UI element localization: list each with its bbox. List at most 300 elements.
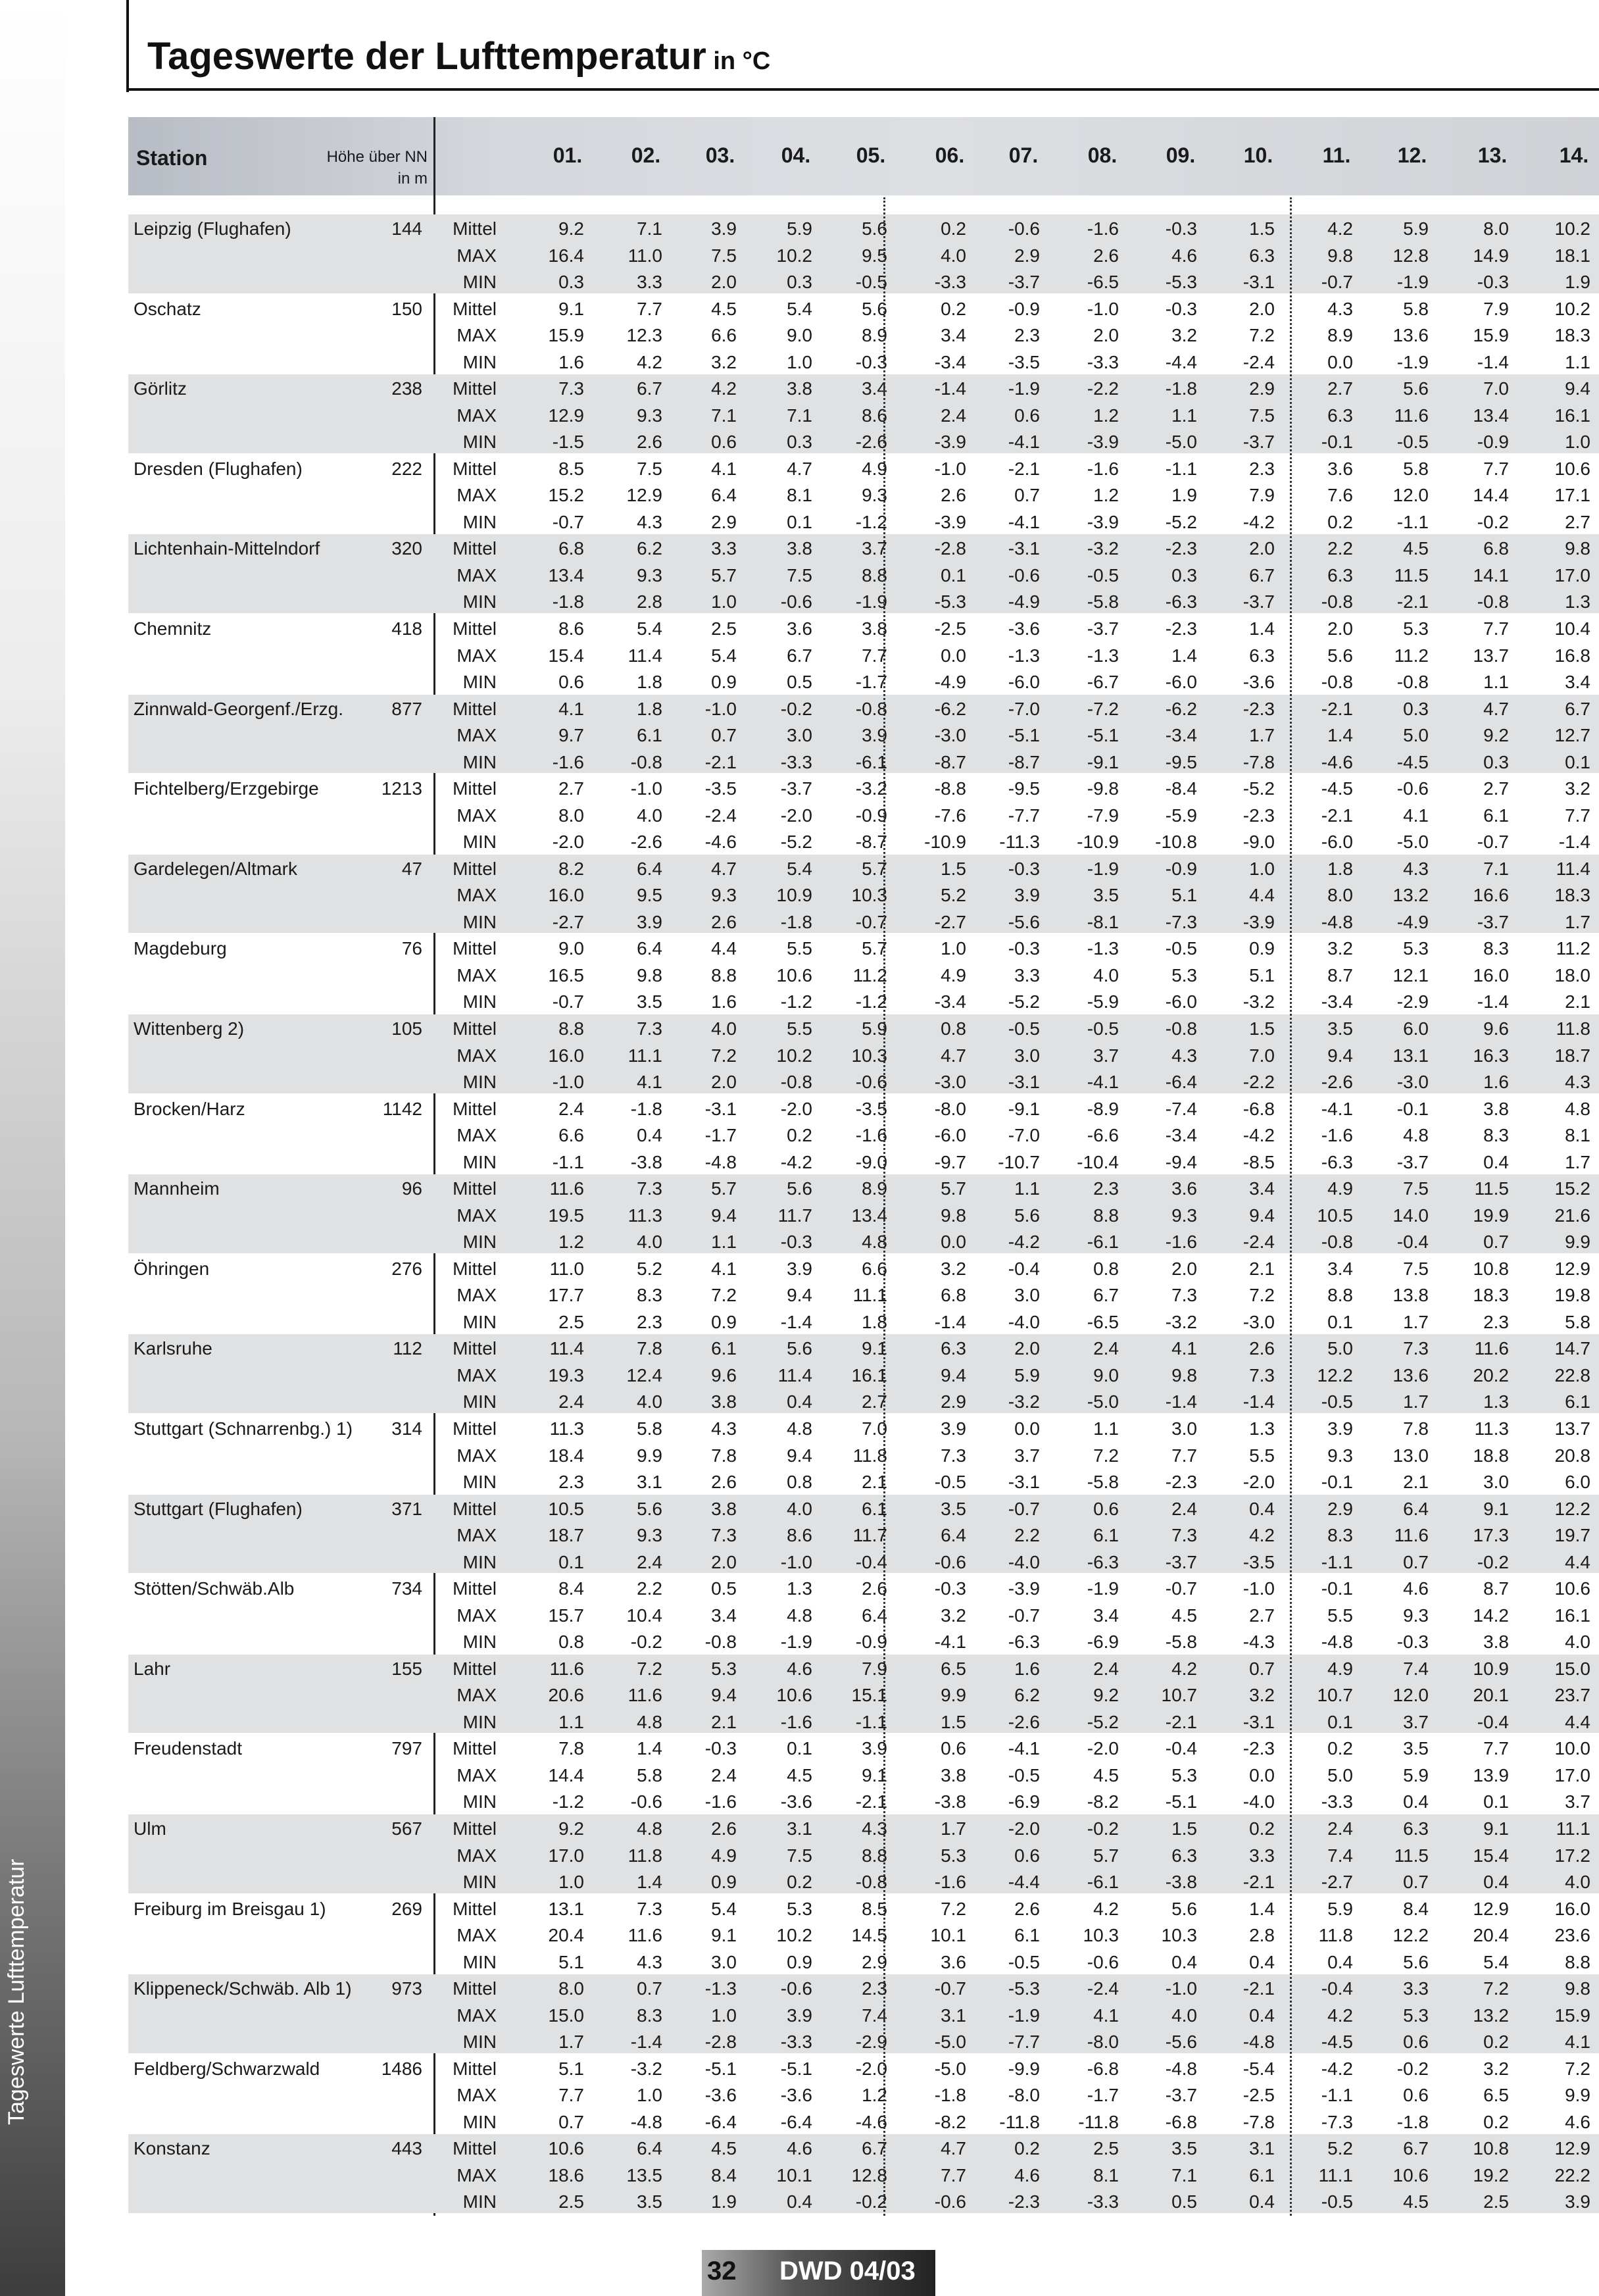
- temperature-value: 9.3: [1327, 1445, 1353, 1466]
- temperature-value: 1.2: [558, 1232, 584, 1253]
- temperature-value: 2.9: [1249, 378, 1275, 399]
- temperature-value: 4.9: [1327, 1658, 1353, 1679]
- temperature-value: 5.4: [711, 1898, 737, 1919]
- temperature-value: -6.3: [1165, 591, 1197, 612]
- temperature-value: -0.1: [1321, 432, 1353, 453]
- temperature-value: 1.9: [1171, 485, 1197, 506]
- temperature-value: 2.3: [637, 1311, 662, 1332]
- station-altitude: 76: [401, 938, 422, 959]
- temperature-value: 2.9: [862, 1951, 887, 1972]
- temperature-value: 3.5: [637, 991, 662, 1012]
- temperature-value: 3.7: [862, 538, 887, 559]
- station-altitude: 276: [391, 1258, 422, 1279]
- temperature-value: 1.4: [1249, 1898, 1275, 1919]
- temperature-value: 5.3: [787, 1898, 812, 1919]
- temperature-value: 5.7: [941, 1178, 966, 1199]
- temperature-value: -4.2: [1242, 511, 1275, 532]
- temperature-value: -0.3: [1165, 218, 1197, 239]
- temperature-value: -7.3: [1165, 911, 1197, 932]
- temperature-value: 7.3: [1171, 1525, 1197, 1546]
- temperature-value: -0.2: [630, 1632, 662, 1653]
- temperature-value: 10.6: [1392, 2164, 1429, 2185]
- temperature-value: 14.5: [851, 1925, 887, 1946]
- temperature-value: 14.4: [1473, 485, 1509, 506]
- temperature-value: 0.2: [787, 1125, 812, 1146]
- temperature-value: 3.2: [1327, 938, 1353, 959]
- temperature-value: 3.8: [711, 1391, 737, 1412]
- temperature-value: 9.4: [787, 1445, 812, 1466]
- station-name: Stuttgart (Schnarrenbg.) 1): [134, 1418, 353, 1439]
- temperature-value: 4.8: [862, 1232, 887, 1253]
- station-name: Zinnwald-Georgenf./Erzg.: [134, 698, 344, 719]
- station-name: Fichtelberg/Erzgebirge: [134, 778, 319, 799]
- temperature-value: -1.6: [704, 1791, 737, 1812]
- temperature-value: 0.1: [1327, 1311, 1353, 1332]
- temperature-value: 4.4: [1565, 1551, 1590, 1572]
- temperature-value: -1.4: [780, 1311, 812, 1332]
- temperature-value: 16.1: [1554, 405, 1590, 426]
- temperature-value: -0.8: [1321, 1232, 1353, 1253]
- temperature-value: 7.7: [558, 2085, 584, 2106]
- row-label: MIN: [462, 1791, 497, 1812]
- temperature-value: 3.7: [1565, 1791, 1590, 1812]
- temperature-value: 9.1: [711, 1925, 737, 1946]
- temperature-value: 2.3: [1093, 1178, 1119, 1199]
- temperature-value: -6.9: [1008, 1791, 1040, 1812]
- header-day: 06.: [935, 143, 965, 167]
- temperature-value: 7.9: [862, 1658, 887, 1679]
- station-name: Mannheim: [134, 1178, 220, 1199]
- temperature-value: -1.0: [1087, 298, 1119, 319]
- temperature-value: -2.8: [934, 538, 966, 559]
- temperature-value: 5.3: [1171, 964, 1197, 986]
- row-label: Mittel: [453, 2138, 497, 2159]
- temperature-value: 1.6: [1014, 1658, 1040, 1679]
- temperature-value: 5.7: [711, 564, 737, 586]
- row-label: MIN: [462, 672, 497, 692]
- temperature-value: 11.3: [1474, 1418, 1509, 1439]
- row-label: MAX: [456, 964, 497, 986]
- temperature-value: 7.0: [1249, 1045, 1275, 1066]
- row-label: MAX: [456, 1285, 497, 1306]
- temperature-value: 1.2: [1093, 485, 1119, 506]
- temperature-value: 13.1: [548, 1898, 584, 1919]
- temperature-value: 5.1: [558, 1951, 584, 1972]
- temperature-value: -3.7: [1477, 911, 1509, 932]
- temperature-value: -0.8: [1321, 591, 1353, 612]
- temperature-value: -0.2: [1396, 2058, 1429, 2079]
- temperature-value: 16.0: [1554, 1898, 1590, 1919]
- temperature-value: 1.4: [637, 1872, 662, 1892]
- temperature-value: 3.9: [787, 1258, 812, 1279]
- temperature-value: -1.4: [1242, 1391, 1275, 1412]
- temperature-value: 12.0: [1392, 485, 1429, 506]
- temperature-value: 5.6: [787, 1178, 812, 1199]
- temperature-value: 6.1: [1565, 1391, 1590, 1412]
- temperature-value: -2.1: [855, 1791, 887, 1812]
- temperature-value: -0.1: [1321, 1578, 1353, 1599]
- temperature-value: 4.2: [1093, 1898, 1119, 1919]
- temperature-value: -0.5: [1321, 2191, 1353, 2212]
- row-label: MIN: [462, 1311, 497, 1332]
- temperature-value: 0.7: [1483, 1232, 1509, 1253]
- temperature-value: 0.9: [711, 672, 737, 692]
- temperature-value: 0.4: [1171, 1951, 1197, 1972]
- temperature-value: 7.3: [637, 1178, 662, 1199]
- temperature-value: -2.3: [1008, 2191, 1040, 2212]
- temperature-value: 0.6: [1093, 1498, 1119, 1519]
- temperature-value: 3.9: [1327, 1418, 1353, 1439]
- temperature-value: 1.0: [787, 351, 812, 372]
- temperature-value: 4.8: [1403, 1125, 1429, 1146]
- temperature-value: -7.8: [1242, 751, 1275, 772]
- temperature-value: 5.3: [941, 1845, 966, 1866]
- temperature-value: -0.7: [552, 991, 584, 1012]
- temperature-value: 0.6: [1014, 1845, 1040, 1866]
- temperature-value: -0.9: [855, 1632, 887, 1653]
- temperature-value: 9.3: [637, 405, 662, 426]
- station-name: Chemnitz: [134, 618, 212, 639]
- temperature-value: 4.6: [787, 1658, 812, 1679]
- temperature-value: -5.0: [934, 2032, 966, 2053]
- temperature-value: 9.1: [1483, 1818, 1509, 1839]
- temperature-value: 11.6: [549, 1658, 584, 1679]
- temperature-value: 1.1: [1483, 672, 1509, 692]
- temperature-value: 4.7: [711, 858, 737, 879]
- temperature-value: 5.8: [1403, 298, 1429, 319]
- temperature-value: -1.0: [934, 458, 966, 479]
- temperature-value: 1.1: [1014, 1178, 1040, 1199]
- temperature-value: 0.1: [558, 1551, 584, 1572]
- temperature-value: -0.6: [1396, 778, 1429, 799]
- temperature-value: -3.4: [1165, 1125, 1197, 1146]
- temperature-value: 6.4: [941, 1525, 966, 1546]
- title-rule: [126, 88, 1599, 91]
- temperature-value: 18.3: [1554, 885, 1590, 906]
- station-altitude: 105: [391, 1018, 422, 1039]
- temperature-value: -3.3: [780, 751, 812, 772]
- row-label: MIN: [462, 1232, 497, 1253]
- temperature-value: 3.4: [1249, 1178, 1275, 1199]
- temperature-value: -0.7: [552, 511, 584, 532]
- temperature-value: -0.5: [1321, 1391, 1353, 1412]
- temperature-value: -0.5: [1008, 1764, 1040, 1785]
- publication-label: DWD 04/03: [779, 2257, 916, 2285]
- temperature-value: -7.2: [1087, 698, 1119, 719]
- header-day: 12.: [1397, 143, 1427, 167]
- temperature-value: 0.6: [711, 432, 737, 453]
- temperature-value: 1.1: [711, 1232, 737, 1253]
- temperature-value: 0.0: [1327, 351, 1353, 372]
- temperature-value: 11.8: [627, 1845, 662, 1866]
- temperature-value: 8.0: [1327, 885, 1353, 906]
- temperature-value: -3.2: [1087, 538, 1119, 559]
- temperature-value: -4.5: [1321, 2032, 1353, 2053]
- temperature-value: -3.2: [855, 778, 887, 799]
- temperature-value: -1.3: [1087, 645, 1119, 666]
- temperature-value: 9.7: [558, 725, 584, 746]
- temperature-value: 10.6: [776, 964, 812, 986]
- header-altitude: [289, 146, 428, 189]
- temperature-value: 0.8: [1093, 1258, 1119, 1279]
- temperature-value: 10.8: [1473, 2138, 1509, 2159]
- temperature-value: 1.1: [558, 1711, 584, 1732]
- row-label: MAX: [456, 1605, 497, 1626]
- temperature-value: 10.3: [851, 1045, 887, 1066]
- temperature-value: 4.5: [787, 1764, 812, 1785]
- station-name: Konstanz: [134, 2138, 210, 2159]
- temperature-value: 5.6: [862, 218, 887, 239]
- temperature-value: 1.0: [711, 2005, 737, 2026]
- temperature-value: -5.0: [934, 2058, 966, 2079]
- temperature-value: 0.2: [787, 1872, 812, 1892]
- temperature-value: 12.0: [1392, 1685, 1429, 1706]
- temperature-value: 2.4: [1327, 1818, 1353, 1839]
- temperature-value: 12.9: [1473, 1898, 1509, 1919]
- temperature-value: 10.9: [776, 885, 812, 906]
- temperature-value: -2.0: [780, 805, 812, 826]
- temperature-value: 5.6: [787, 1338, 812, 1359]
- temperature-value: -3.5: [1008, 351, 1040, 372]
- temperature-value: -3.4: [934, 991, 966, 1012]
- temperature-value: 11.1: [1318, 2164, 1353, 2185]
- temperature-value: 12.9: [1554, 2138, 1590, 2159]
- temperature-value: -8.0: [1008, 2085, 1040, 2106]
- temperature-value: -3.1: [1008, 1472, 1040, 1492]
- temperature-value: 3.0: [1014, 1285, 1040, 1306]
- temperature-value: 5.5: [1249, 1445, 1275, 1466]
- temperature-value: 0.4: [1327, 1951, 1353, 1972]
- temperature-value: 0.9: [711, 1872, 737, 1892]
- temperature-value: -4.8: [1165, 2058, 1197, 2079]
- temperature-value: -6.0: [1321, 832, 1353, 853]
- row-label: Mittel: [453, 538, 497, 559]
- temperature-value: 1.7: [1249, 725, 1275, 746]
- temperature-value: 9.0: [1093, 1364, 1119, 1385]
- temperature-value: 7.5: [637, 458, 662, 479]
- row-label: MAX: [456, 2005, 497, 2026]
- temperature-value: -0.3: [1396, 1632, 1429, 1653]
- header-day: 08.: [1087, 143, 1118, 167]
- station-altitude: 734: [391, 1578, 422, 1599]
- temperature-value: 7.8: [1403, 1418, 1429, 1439]
- temperature-value: -0.6: [1008, 218, 1040, 239]
- temperature-value: 5.5: [787, 938, 812, 959]
- temperature-value: 2.4: [1093, 1338, 1119, 1359]
- temperature-value: -11.8: [999, 2111, 1040, 2132]
- temperature-value: -0.8: [1396, 672, 1429, 692]
- temperature-value: 7.2: [1093, 1445, 1119, 1466]
- temperature-value: 7.3: [1403, 1338, 1429, 1359]
- station-name: Brocken/Harz: [134, 1098, 245, 1119]
- temperature-value: -8.7: [934, 751, 966, 772]
- temperature-value: 3.1: [1249, 2138, 1275, 2159]
- temperature-value: -0.7: [1008, 1498, 1040, 1519]
- temperature-value: -2.4: [1242, 1232, 1275, 1253]
- temperature-value: 0.1: [787, 1738, 812, 1759]
- temperature-value: 7.9: [1249, 485, 1275, 506]
- row-label: MAX: [456, 1845, 497, 1866]
- temperature-value: -7.8: [1242, 2111, 1275, 2132]
- temperature-value: 12.8: [851, 2164, 887, 2185]
- row-label: MIN: [462, 432, 497, 453]
- temperature-value: 16.8: [1554, 645, 1590, 666]
- temperature-value: 19.3: [548, 1364, 584, 1385]
- temperature-value: 9.8: [1565, 538, 1590, 559]
- temperature-value: 5.6: [1171, 1898, 1197, 1919]
- temperature-value: 2.5: [1093, 2138, 1119, 2159]
- temperature-value: 4.6: [787, 2138, 812, 2159]
- temperature-value: -1.8: [552, 591, 584, 612]
- temperature-value: 10.3: [1161, 1925, 1197, 1946]
- temperature-value: 14.9: [1473, 245, 1509, 266]
- temperature-value: -1.2: [855, 511, 887, 532]
- temperature-value: -3.4: [934, 351, 966, 372]
- temperature-value: 11.2: [852, 964, 887, 986]
- temperature-value: 3.2: [1483, 2058, 1509, 2079]
- temperature-value: 9.8: [1565, 1978, 1590, 1999]
- temperature-value: 7.7: [1171, 1445, 1197, 1466]
- station-altitude: 320: [391, 538, 422, 559]
- temperature-value: 2.6: [711, 1472, 737, 1492]
- temperature-value: 10.3: [1083, 1925, 1119, 1946]
- temperature-value: -1.6: [1087, 218, 1119, 239]
- temperature-value: 0.7: [558, 2111, 584, 2132]
- temperature-value: -1.6: [934, 1872, 966, 1892]
- temperature-value: -0.8: [855, 698, 887, 719]
- row-label: MIN: [462, 2191, 497, 2212]
- temperature-value: 10.1: [776, 2164, 812, 2185]
- temperature-value: 3.9: [787, 2005, 812, 2026]
- temperature-value: 0.0: [941, 645, 966, 666]
- temperature-value: 12.9: [626, 485, 662, 506]
- temperature-value: 4.0: [637, 805, 662, 826]
- temperature-value: -1.9: [1087, 1578, 1119, 1599]
- temperature-value: -9.8: [1087, 778, 1119, 799]
- temperature-value: -3.9: [1087, 432, 1119, 453]
- temperature-value: -0.8: [704, 1632, 737, 1653]
- temperature-value: 6.5: [941, 1658, 966, 1679]
- temperature-value: -4.2: [1321, 2058, 1353, 2079]
- temperature-value: 0.9: [711, 1311, 737, 1332]
- temperature-value: 2.0: [1249, 298, 1275, 319]
- temperature-value: -3.6: [780, 2085, 812, 2106]
- temperature-value: -6.1: [855, 751, 887, 772]
- temperature-value: 19.7: [1554, 1525, 1590, 1546]
- temperature-value: 3.2: [1249, 1685, 1275, 1706]
- temperature-value: 3.8: [862, 618, 887, 639]
- temperature-value: -1.9: [1396, 351, 1429, 372]
- temperature-value: 7.1: [1483, 858, 1509, 879]
- temperature-value: -3.5: [704, 778, 737, 799]
- temperature-value: 9.2: [558, 218, 584, 239]
- temperature-value: 9.9: [1565, 1232, 1590, 1253]
- temperature-value: -7.9: [1087, 805, 1119, 826]
- temperature-value: 7.4: [1327, 1845, 1353, 1866]
- temperature-value: 13.6: [1392, 325, 1429, 346]
- temperature-value: 11.6: [627, 1685, 662, 1706]
- temperature-value: -11.3: [999, 832, 1040, 853]
- temperature-value: 5.4: [787, 298, 812, 319]
- temperature-value: 11.4: [1556, 858, 1590, 879]
- temperature-value: 4.3: [1327, 298, 1353, 319]
- row-label: MAX: [456, 2085, 497, 2106]
- temperature-value: 1.7: [558, 2032, 584, 2053]
- station-name: Wittenberg 2): [134, 1018, 245, 1039]
- temperature-value: 11.3: [549, 1418, 584, 1439]
- temperature-value: 11.0: [627, 245, 662, 266]
- temperature-value: 4.1: [558, 698, 584, 719]
- temperature-value: 11.8: [1318, 1925, 1353, 1946]
- temperature-value: 15.2: [1554, 1178, 1590, 1199]
- page-number: 32: [707, 2257, 737, 2285]
- temperature-value: 3.5: [941, 1498, 966, 1519]
- temperature-value: 4.5: [1403, 2191, 1429, 2212]
- temperature-value: 4.1: [1565, 2032, 1590, 2053]
- temperature-value: 10.1: [930, 1925, 966, 1946]
- row-label: Mittel: [453, 1978, 497, 1999]
- station-name: Lichtenhain-Mittelndorf: [134, 538, 320, 559]
- temperature-value: 3.5: [1327, 1018, 1353, 1039]
- temperature-value: 1.0: [941, 938, 966, 959]
- temperature-value: 7.2: [1249, 325, 1275, 346]
- temperature-value: 19.8: [1554, 1285, 1590, 1306]
- header-day: 03.: [705, 143, 735, 167]
- temperature-value: -2.1: [1165, 1711, 1197, 1732]
- row-label: Mittel: [453, 2058, 497, 2079]
- temperature-value: 15.9: [1473, 325, 1509, 346]
- temperature-value: 6.0: [1403, 1018, 1429, 1039]
- temperature-value: 18.8: [1473, 1445, 1509, 1466]
- temperature-value: 5.2: [637, 1258, 662, 1279]
- temperature-value: 10.7: [1161, 1685, 1197, 1706]
- temperature-value: -3.9: [934, 511, 966, 532]
- temperature-value: 1.8: [862, 1311, 887, 1332]
- temperature-value: -7.0: [1008, 1125, 1040, 1146]
- temperature-value: -3.7: [780, 778, 812, 799]
- temperature-value: 4.9: [862, 458, 887, 479]
- temperature-value: 3.0: [711, 1951, 737, 1972]
- row-label: MIN: [462, 2032, 497, 2053]
- temperature-value: 4.0: [1565, 1632, 1590, 1653]
- temperature-value: -5.2: [1165, 511, 1197, 532]
- row-label: MIN: [462, 591, 497, 612]
- station-altitude: 155: [391, 1658, 422, 1679]
- temperature-value: 2.1: [1249, 1258, 1275, 1279]
- temperature-value: 0.9: [1249, 938, 1275, 959]
- row-label: MAX: [456, 645, 497, 666]
- title-unit: in °C: [706, 47, 771, 75]
- temperature-value: -9.4: [1165, 1151, 1197, 1172]
- temperature-value: 4.3: [637, 511, 662, 532]
- temperature-value: 11.7: [777, 1205, 812, 1226]
- temperature-value: 4.5: [711, 2138, 737, 2159]
- station-name: Gardelegen/Altmark: [134, 858, 298, 879]
- temperature-value: 13.6: [1392, 1364, 1429, 1385]
- temperature-value: -1.6: [855, 1125, 887, 1146]
- temperature-value: -2.3: [1165, 1472, 1197, 1492]
- temperature-value: 15.9: [1554, 2005, 1590, 2026]
- temperature-value: -3.2: [630, 2058, 662, 2079]
- station-altitude: 371: [391, 1498, 422, 1519]
- temperature-value: -3.6: [704, 2085, 737, 2106]
- temperature-value: 2.6: [862, 1578, 887, 1599]
- row-label: MIN: [462, 1872, 497, 1892]
- temperature-value: 4.1: [711, 1258, 737, 1279]
- temperature-value: 2.3: [1014, 325, 1040, 346]
- temperature-value: 5.9: [1014, 1364, 1040, 1385]
- temperature-value: 9.1: [862, 1764, 887, 1785]
